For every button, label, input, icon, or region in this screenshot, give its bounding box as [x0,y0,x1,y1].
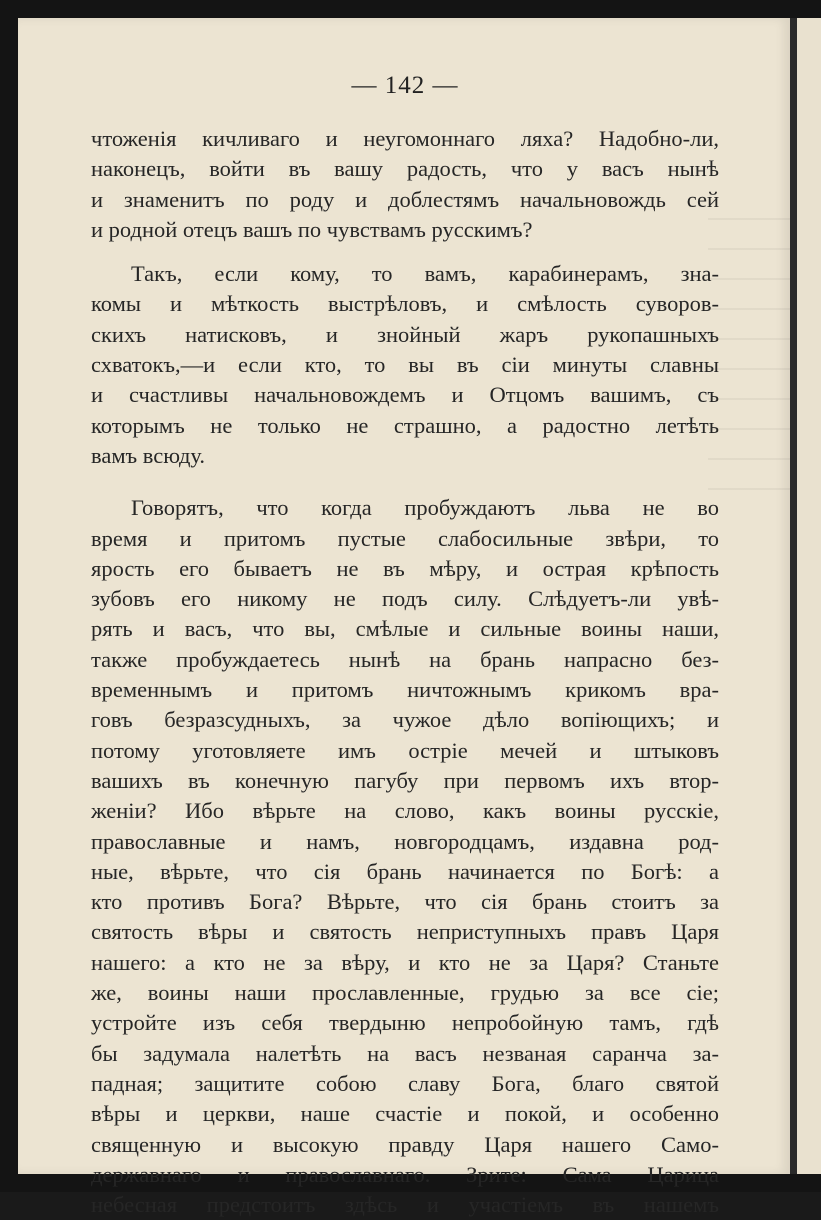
text-line: которымъ не только не страшно, а радостно летѣть [91,412,719,438]
text-line: потому уготовляете имъ остріе мечей и штыковъ [91,737,719,763]
paragraph-gap [91,471,719,493]
text-line: женіи? Ибо вѣрьте на слово, какъ воины русскіе, [91,798,719,824]
text-line: Такъ, если кому, то вамъ, карабинерамъ, зна- [131,261,719,287]
next-page-edge [797,18,821,1174]
text-line: говъ безразсудныхъ, за чужое дѣло вопіющихъ; и [91,707,719,733]
text-line: вѣры и церкви, наше счастіе и покой, и особенно [91,1101,719,1127]
text-line: вамъ всюду. [91,442,206,468]
text-line: священную и высокую правду Царя нашего Само- [91,1131,719,1157]
text-line: святость вѣры и святость неприступныхъ правъ Царя [91,919,719,945]
text-line: и счастливы начальновождемъ и Отцомъ вашимъ, съ [91,382,719,408]
text-line: и родной отецъ вашъ по чувствамъ русскимъ? [91,216,533,242]
text-line: Говорятъ, что когда пробуждаютъ льва не во [131,495,719,521]
text-line: падная; защитите собою славу Бога, благо святой [91,1070,719,1096]
text-line: время и притомъ пустые слабосильные звѣри, то [91,525,719,551]
text-line: державнаго и православнаго. Зрите: Сама Царица [91,1161,719,1187]
text-line: ные, вѣрьте, что сія брань начинается по Богѣ: а [91,858,719,884]
text-line: ярость его бываетъ не въ мѣру, и острая крѣпость [91,555,719,581]
text-line: кто противъ Бога? Вѣрьте, что сія брань стоитъ за [91,889,719,915]
text-line: вашихъ въ конечную пагубу при первомъ ихъ втор- [91,767,719,793]
text-line: временнымъ и притомъ ничтожнымъ крикомъ вра- [91,677,719,703]
text-line: рять и васъ, что вы, смѣлые и сильные воины наши, [91,616,719,642]
text-line: бы задумала налетѣть на васъ незваная саранча за- [91,1040,719,1066]
text-line: комы и мѣткость выстрѣловъ, и смѣлость суворов- [91,291,719,317]
paragraph-gap [91,245,719,259]
text-line: небесная предстоитъ здѣсь и участіемъ въ нашемъ [91,1192,719,1218]
text-line: же, воины наши прославленные, грудью за все сіе; [91,980,719,1006]
text-line: также пробуждаетесь нынѣ на брань напрасно без- [91,646,719,672]
body-text [91,124,719,1220]
text-line: зубовъ его никому не подъ силу. Слѣдуетъ-ли увѣ- [91,586,719,612]
paragraph [91,493,719,1220]
paragraph [91,259,719,471]
text-line: наконецъ, войти въ вашу радость, что у васъ нынѣ [91,156,719,182]
text-line: скихъ натисковъ, и знойный жаръ рукопашныхъ [91,321,719,347]
text-line: устройте изъ себя твердыню непробойную тамъ, гдѣ [91,1010,719,1036]
text-line: и знаменитъ по роду и доблестямъ начальновождь сей [91,186,719,212]
text-line: православные и намъ, новгородцамъ, издавна род- [91,828,719,854]
text-line: схватокъ,—и если кто, то вы въ сіи минуты славны [91,352,719,378]
text-line: чтоженія кичливаго и неугомоннаго ляха? Надобно-ли, [91,126,719,151]
page-number: — 142 — [351,72,459,99]
page-gutter [790,18,797,1174]
paragraph [91,124,719,245]
text-line: нашего: а кто не за вѣру, и кто не за Царя? Станьте [91,949,719,975]
